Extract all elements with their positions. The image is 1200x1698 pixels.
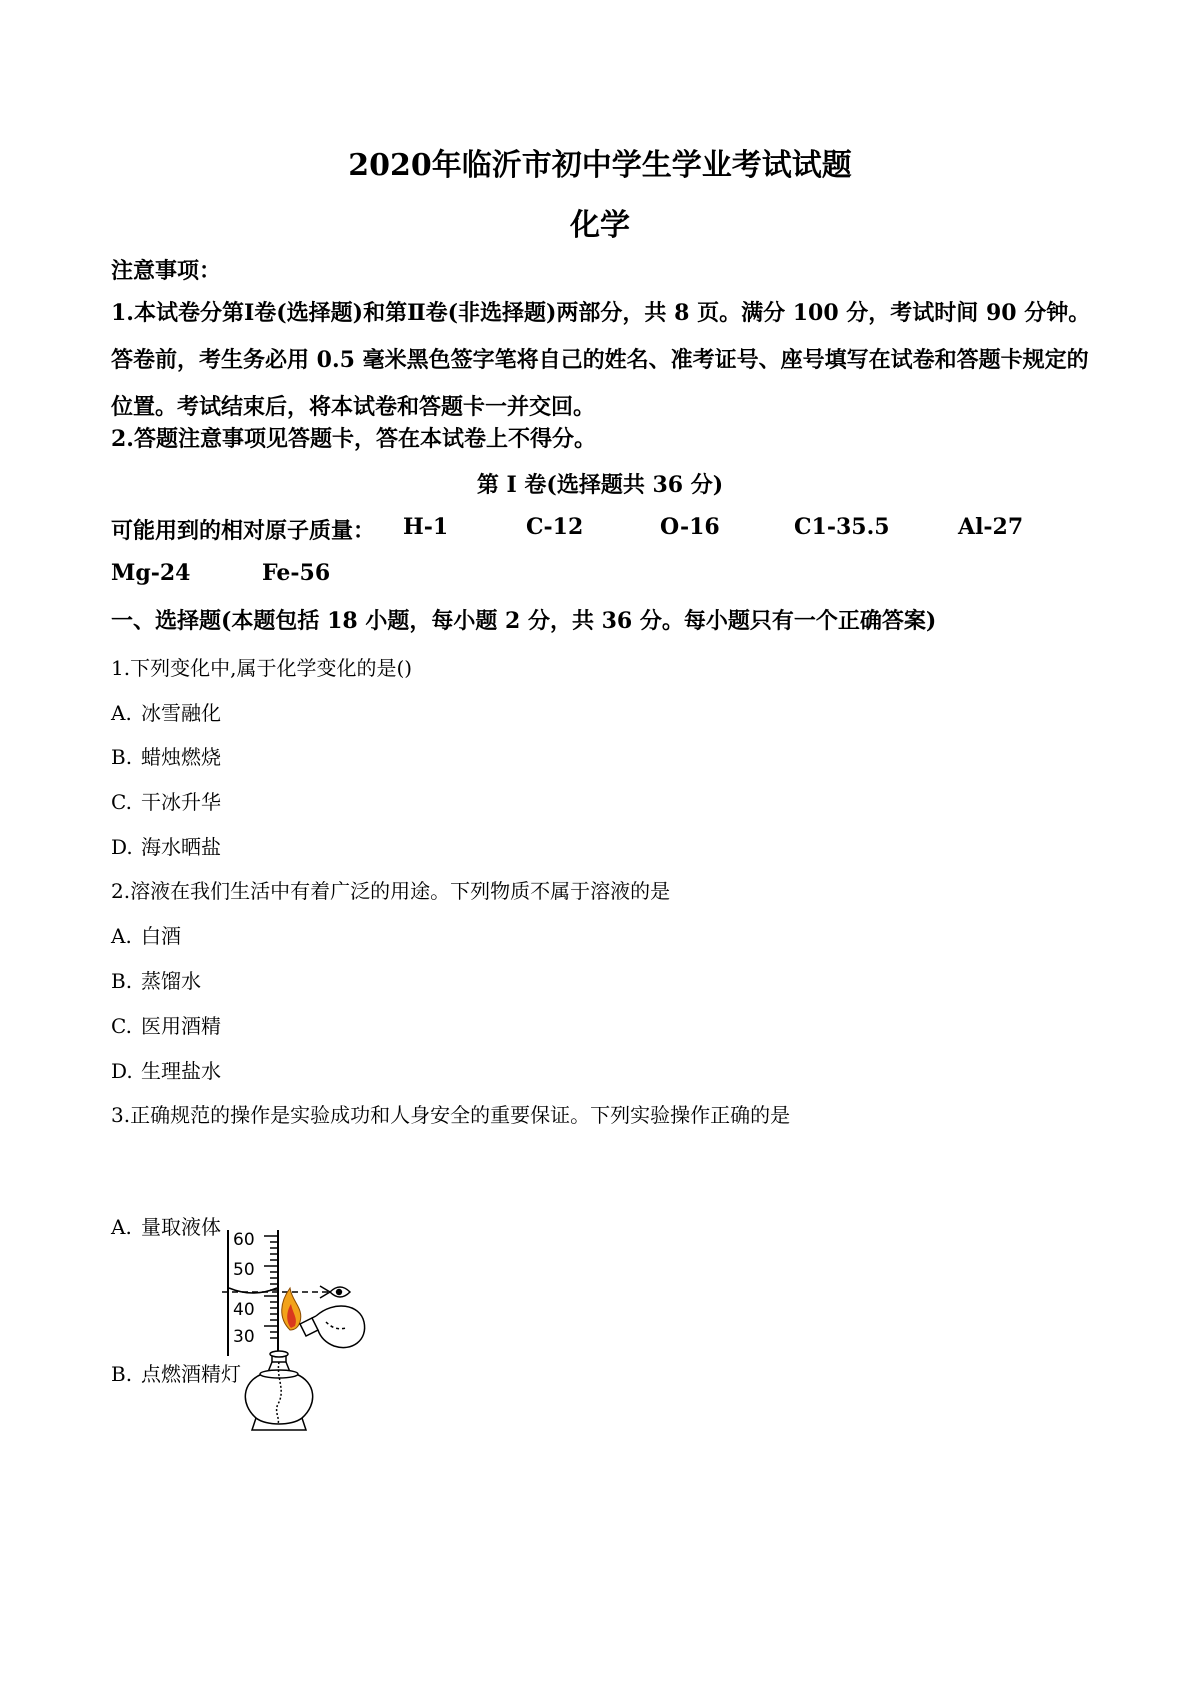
- notice-item-2: 2.答题注意事项见答题卡，答在本试卷上不得分。: [111, 426, 596, 452]
- question-1-stem: 1.下列变化中,属于化学变化的是(): [111, 656, 413, 680]
- q3-option-b: B. 点燃酒精灯: [111, 1362, 241, 1386]
- cylinder-tick-label: 60: [233, 1230, 255, 1250]
- q2-option-a: A. 白酒: [111, 924, 181, 948]
- section-title: 第 I 卷(选择题共 36 分): [476, 472, 724, 498]
- atomic-mass-item: H-1: [403, 514, 449, 540]
- q2-option-c: C. 医用酒精: [111, 1014, 221, 1038]
- q1-option-b: B. 蜡烛燃烧: [111, 745, 221, 769]
- atomic-mass-item: C1-35.5: [794, 514, 890, 540]
- q2-option-d: D. 生理盐水: [111, 1059, 221, 1083]
- q1-option-c: C. 干冰升华: [111, 790, 221, 814]
- alcohol-lamp-illustration: [242, 1278, 377, 1438]
- notice-item-1: 1.本试卷分第Ⅰ卷(选择题)和第Ⅱ卷(非选择题)两部分，共 8 页。满分 100 分，考试时间 90 分钟。答卷前，考生务必用 0.5 毫米黑色签字笔将自己的姓名、准考证号、座号填写在试卷和答题卡规定的位置。考试结束后，将本试卷和答题卡一并交回。: [111, 300, 1091, 420]
- q2-option-b: B. 蒸馏水: [111, 969, 201, 993]
- subject-title: 化学: [570, 208, 630, 243]
- question-2-stem: 2.溶液在我们生活中有着广泛的用途。下列物质不属于溶液的是: [111, 879, 671, 903]
- cylinder-tick-label: 30: [233, 1327, 255, 1347]
- notice-heading: 注意事项：: [111, 258, 222, 284]
- atomic-mass-item: Mg-24: [111, 560, 191, 586]
- q3-option-a: A. 量取液体: [111, 1215, 221, 1239]
- flame-icon: [282, 1288, 301, 1330]
- tilted-lamp-icon: [300, 1306, 365, 1348]
- q1-option-a: A. 冰雪融化: [111, 701, 221, 725]
- atomic-mass-item: Al-27: [958, 514, 1024, 540]
- atomic-mass-item: Fe-56: [262, 560, 331, 586]
- cylinder-tick-label: 50: [233, 1260, 255, 1280]
- question-3-stem: 3.正确规范的操作是实验成功和人身安全的重要保证。下列实验操作正确的是: [111, 1103, 791, 1127]
- atomic-mass-item: O-16: [660, 514, 720, 540]
- exam-title: 2020年临沂市初中学生学业考试试题: [348, 148, 852, 183]
- cylinder-tick-label: 40: [233, 1300, 255, 1320]
- q1-option-d: D. 海水晒盐: [111, 835, 221, 859]
- upright-lamp-icon: [245, 1351, 312, 1430]
- atomic-mass-label: 可能用到的相对原子质量：: [111, 518, 376, 544]
- atomic-mass-item: C-12: [526, 514, 584, 540]
- part1-heading: 一、选择题(本题包括 18 小题，每小题 2 分，共 36 分。每小题只有一个正确答案): [111, 608, 937, 634]
